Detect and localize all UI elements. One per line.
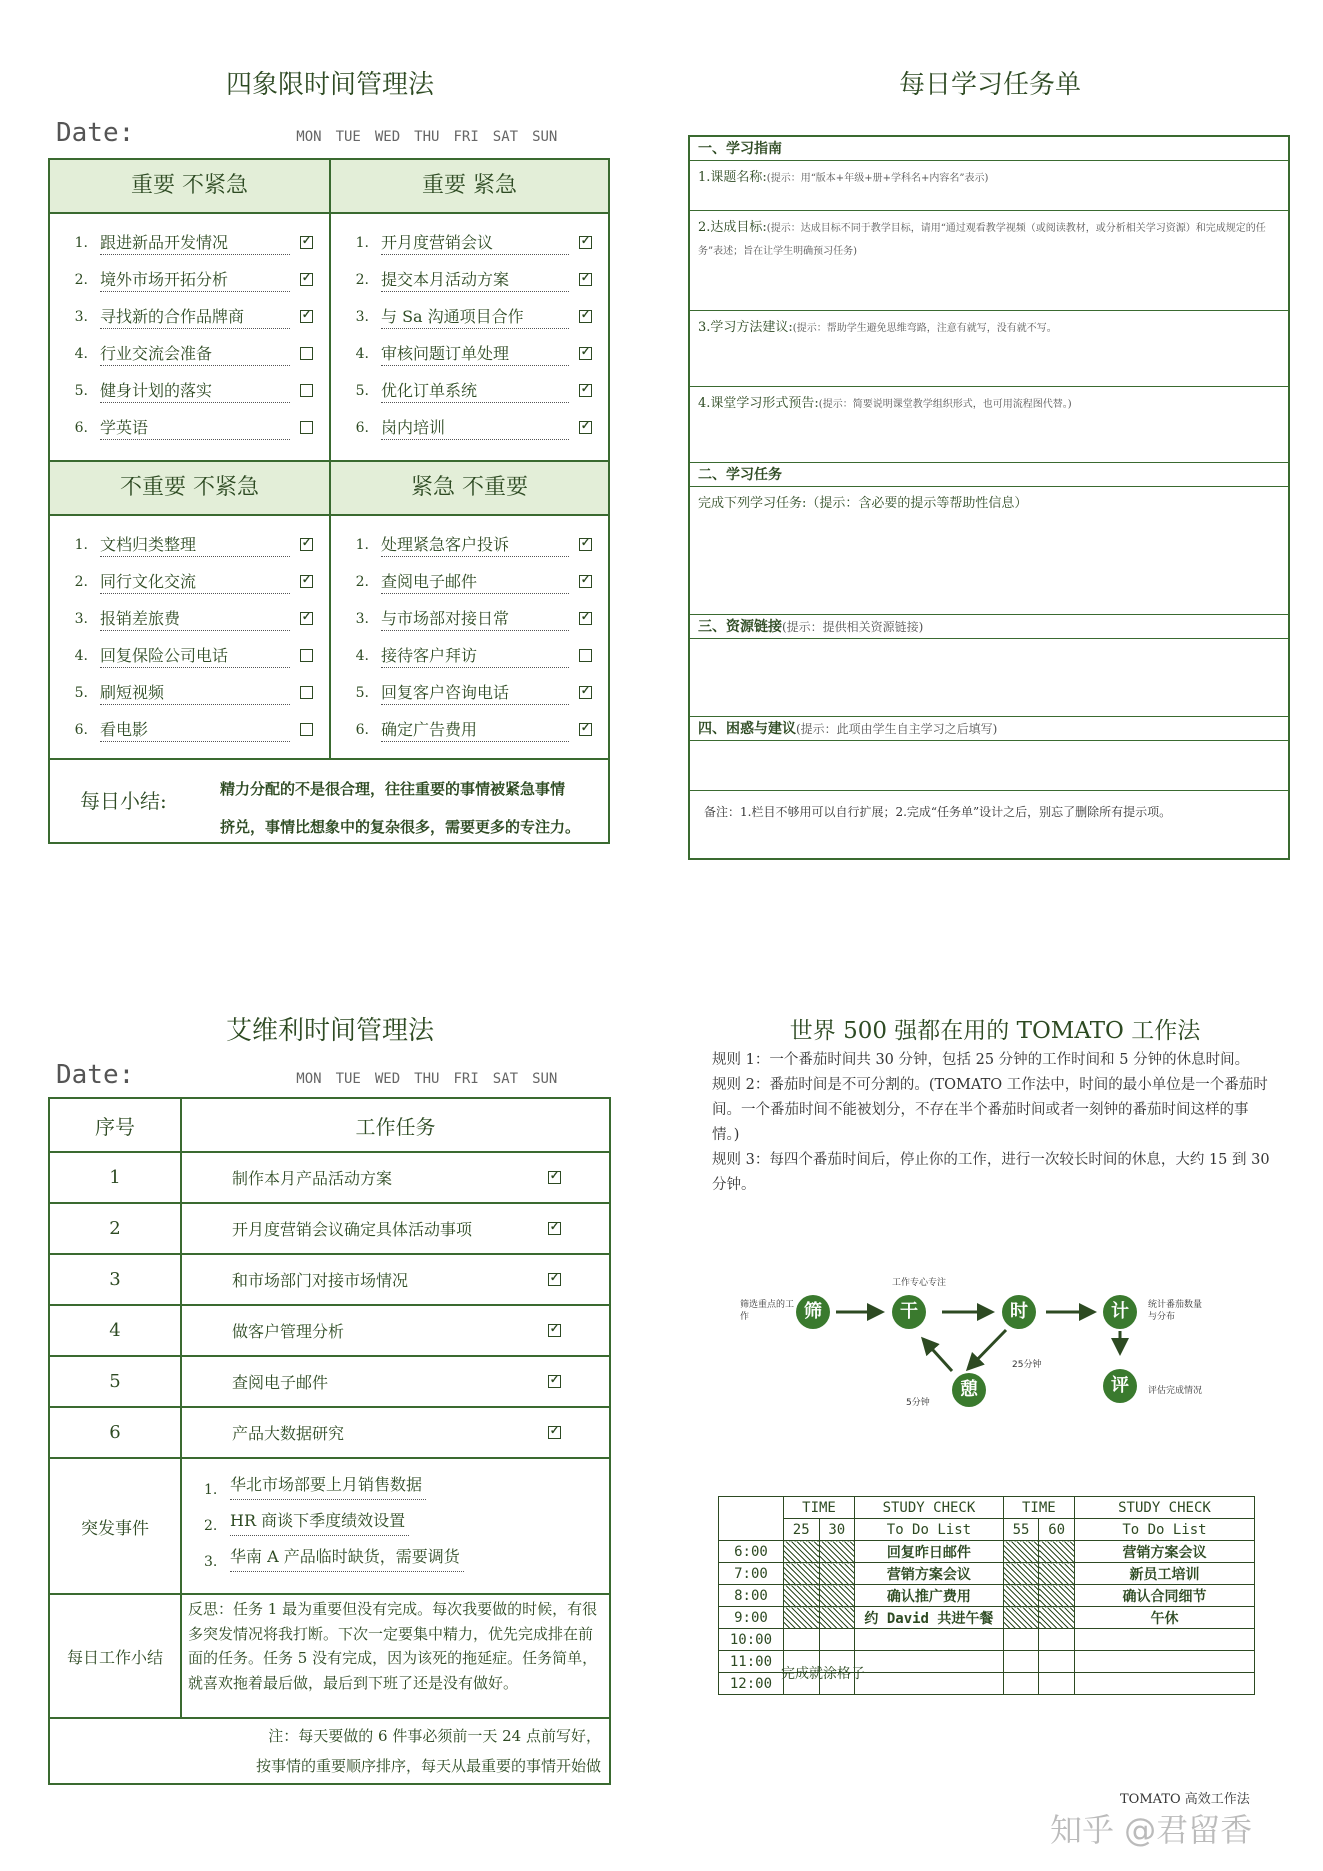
checkbox[interactable] <box>300 538 313 551</box>
task-item <box>341 409 592 446</box>
pomodoro-cell[interactable] <box>783 1563 819 1585</box>
todo-cell[interactable]: 午休 <box>1074 1607 1254 1629</box>
time-row <box>719 1541 1255 1563</box>
pomodoro-cell[interactable] <box>1003 1585 1039 1607</box>
item-number: 6. <box>355 419 369 436</box>
checkbox[interactable] <box>300 384 313 397</box>
quad-head: 重要 不紧急 <box>50 160 329 214</box>
tomato-flow <box>730 1265 1250 1415</box>
study-note: 备注：1.栏目不够用可以自行扩展；2.完成“任务单”设计之后，别忘了删除所有提示项。 <box>704 805 1172 819</box>
date-label: Date: <box>56 1060 135 1090</box>
tomato-footer: TOMATO 高效工作法 <box>1120 1792 1250 1807</box>
item-number: 1. <box>355 536 369 553</box>
checkbox[interactable] <box>548 1426 561 1439</box>
weekday[interactable]: THU <box>414 129 440 145</box>
quadrant-box <box>48 158 610 844</box>
flow-arrow <box>923 1339 952 1371</box>
row-task: 制作本月产品活动方案 ✓ <box>181 1152 610 1203</box>
pomodoro-cell[interactable] <box>1003 1607 1039 1629</box>
pomodoro-cell[interactable] <box>1039 1585 1075 1607</box>
weekday[interactable]: MON <box>296 129 322 145</box>
field-resources[interactable] <box>690 639 1288 717</box>
section-head: 一、学习指南 <box>690 137 1288 161</box>
quad-head: 紧急 不重要 <box>331 462 608 516</box>
row-task: 产品大数据研究 ✓ <box>181 1407 610 1458</box>
flow-node-filter: 筛 <box>796 1295 830 1329</box>
row-index: 5 <box>49 1356 181 1407</box>
task-item <box>60 637 313 674</box>
tomato-title: 世界 500 强都在用的 TOMATO 工作法 <box>789 1018 1201 1044</box>
checkbox[interactable] <box>548 1222 561 1235</box>
checkbox[interactable] <box>300 649 313 662</box>
flow-label: 工作专心专注 <box>892 1278 947 1288</box>
date-label: Date: <box>56 118 135 148</box>
field-tasks[interactable]: 完成下列学习任务:（提示：含必要的提示等帮助性信息） <box>690 487 1288 615</box>
weekday[interactable]: WED <box>374 1071 401 1087</box>
time-header: TIME <box>783 1497 854 1519</box>
item-number: 1. <box>355 234 369 251</box>
flow-label: 评估完成情况 <box>1148 1386 1203 1396</box>
checkbox[interactable] <box>300 686 313 699</box>
section-head: 二、学习任务 <box>690 463 1288 487</box>
checkbox[interactable] <box>579 686 592 699</box>
rule-1: 规则 1：一个番茄时间共 30 分钟，包括 25 分钟的工作时间和 5 分钟的休息时间。 <box>712 1052 1250 1068</box>
quad-important-urgent <box>331 160 608 446</box>
weekday-row <box>296 126 571 145</box>
todo-header: To Do List <box>855 1519 1004 1541</box>
item-number: 3. <box>74 610 88 627</box>
checkbox[interactable] <box>579 538 592 551</box>
pomodoro-cell[interactable] <box>819 1585 855 1607</box>
item-number: 4. <box>355 345 369 362</box>
item-number: 2. <box>355 573 369 590</box>
flow-node-rest: 憩 <box>952 1373 986 1407</box>
item-text: 寻找新的合作品牌商 <box>100 305 290 329</box>
task-item <box>60 526 313 563</box>
item-text: 行业交流会准备 <box>100 342 290 366</box>
pomodoro-cell[interactable] <box>1039 1629 1075 1651</box>
time-slot: 12:00 <box>719 1673 784 1695</box>
checkbox[interactable] <box>300 236 313 249</box>
item-text: 岗内培训 <box>381 416 569 440</box>
quadrant-title: 四象限时间管理法 <box>225 70 434 100</box>
time-slot: 6:00 <box>719 1541 784 1563</box>
table-row <box>49 1356 610 1407</box>
weekday[interactable]: THU <box>414 1071 440 1087</box>
task-item <box>341 335 592 372</box>
flow-node-time: 时 <box>1002 1295 1036 1329</box>
todo-cell[interactable]: 确认合同细节 <box>1074 1585 1254 1607</box>
flow-label: 统计番茄数量与分布 <box>1148 1300 1203 1322</box>
burst-list <box>181 1458 610 1594</box>
item-number: 6. <box>74 419 88 436</box>
pomodoro-cell[interactable] <box>1003 1541 1039 1563</box>
pomodoro-cell[interactable] <box>819 1541 855 1563</box>
todo-cell[interactable] <box>1074 1629 1254 1651</box>
weekday[interactable]: SAT <box>492 129 519 145</box>
time-slot: 7:00 <box>719 1563 784 1585</box>
item-text: 处理紧急客户投诉 <box>381 533 569 557</box>
task-item <box>341 224 592 261</box>
todo-cell[interactable] <box>1074 1673 1254 1695</box>
section-head: 三、资源链接(提示：提供相关资源链接) <box>690 615 1288 639</box>
time-row <box>719 1607 1255 1629</box>
task-item <box>60 224 313 261</box>
field-class-format[interactable]: 4.课堂学习形式预告:(提示：简要说明课堂教学组织形式，也可用流程图代替。) <box>690 387 1288 463</box>
task-item <box>60 563 313 600</box>
item-text: 报销差旅费 <box>100 607 290 631</box>
time-row <box>719 1563 1255 1585</box>
flow-arrow <box>968 1330 1006 1369</box>
item-text: 看电影 <box>100 718 290 742</box>
pomodoro-cell[interactable] <box>1039 1651 1075 1673</box>
row-index: 6 <box>49 1407 181 1458</box>
item-number: 5. <box>355 684 369 701</box>
pomodoro-cell[interactable] <box>783 1607 819 1629</box>
checkbox[interactable] <box>579 723 592 736</box>
quad-important-not-urgent <box>50 160 329 446</box>
table-row <box>49 1152 610 1203</box>
field-course-name[interactable]: 1.课题名称:(提示：用“版本+年级+册+学科名+内容名”表示) <box>690 161 1288 211</box>
todo-cell[interactable]: 回复昨日邮件 <box>855 1541 1004 1563</box>
todo-cell[interactable]: 确认推广费用 <box>855 1585 1004 1607</box>
row-index: 1 <box>49 1152 181 1203</box>
pomodoro-cell[interactable] <box>1039 1673 1075 1695</box>
weekday[interactable]: FRI <box>453 129 479 145</box>
table-row <box>49 1203 610 1254</box>
flow-node-review: 评 <box>1103 1369 1137 1403</box>
burst-item: 1. 华北市场部要上月销售数据 <box>204 1472 609 1508</box>
item-text: 开月度营销会议 <box>381 231 569 255</box>
flow-node-work: 干 <box>892 1295 926 1329</box>
item-text: 跟进新品开发情况 <box>100 231 290 255</box>
item-text: 回复客户咨询电话 <box>381 681 569 705</box>
study-title: 每日学习任务单 <box>898 70 1081 100</box>
row-task: 开月度营销会议确定具体活动事项 ✓ <box>181 1203 610 1254</box>
item-text: 境外市场开拓分析 <box>100 268 290 292</box>
row-index: 2 <box>49 1203 181 1254</box>
weekday[interactable]: FRI <box>453 1071 479 1087</box>
item-text: 接待客户拜访 <box>381 644 569 668</box>
weekday[interactable]: WED <box>374 129 401 145</box>
row-task: 和市场部门对接市场情况 ✓ <box>181 1254 610 1305</box>
item-number: 3. <box>74 308 88 325</box>
item-text: 审核问题订单处理 <box>381 342 569 366</box>
pomodoro-cell[interactable] <box>1003 1629 1039 1651</box>
checkbox[interactable] <box>300 273 313 286</box>
task-item <box>341 261 592 298</box>
item-number: 2. <box>74 573 88 590</box>
weekday[interactable]: TUE <box>335 1071 361 1087</box>
quadrant-date-row <box>56 118 616 148</box>
task-item <box>60 372 313 409</box>
pomodoro-cell[interactable] <box>783 1541 819 1563</box>
weekday[interactable]: SUN <box>532 1071 558 1087</box>
item-number: 2. <box>74 271 88 288</box>
flow-node-count: 计 <box>1103 1295 1137 1329</box>
task-item <box>60 600 313 637</box>
quad-not-important-not-urgent <box>50 462 329 748</box>
task-item <box>60 261 313 298</box>
item-text: 确定广告费用 <box>381 718 569 742</box>
item-number: 5. <box>74 382 88 399</box>
task-item <box>341 298 592 335</box>
item-number: 2. <box>355 271 369 288</box>
checkbox[interactable] <box>548 1273 561 1286</box>
minute-30: 30 <box>819 1519 855 1541</box>
item-number: 5. <box>74 684 88 701</box>
row-index: 3 <box>49 1254 181 1305</box>
col-header-index: 序号 <box>49 1098 181 1152</box>
time-slot: 8:00 <box>719 1585 784 1607</box>
checkbox[interactable] <box>548 1324 561 1337</box>
pomodoro-cell[interactable] <box>1039 1607 1075 1629</box>
pomodoro-cell[interactable] <box>1039 1541 1075 1563</box>
quad-urgent-not-important <box>331 462 608 748</box>
rule-2: 规则 2：番茄时间是不可分割的。(TOMATO 工作法中，时间的最小单位是一个番茄时间。一个番茄时间不能被划分，不存在半个番茄时间或者一刻钟的番茄时间这样的事情。) <box>712 1077 1268 1143</box>
ivy-date-row <box>56 1060 616 1090</box>
task-item <box>60 298 313 335</box>
pomodoro-cell[interactable] <box>819 1629 855 1651</box>
time-row <box>719 1585 1255 1607</box>
time-row <box>719 1629 1255 1651</box>
study-sheet <box>688 135 1290 860</box>
item-number: 1. <box>74 536 88 553</box>
weekday[interactable]: TUE <box>335 129 361 145</box>
quad-head: 重要 紧急 <box>331 160 608 214</box>
pomodoro-cell[interactable] <box>1039 1563 1075 1585</box>
checkbox[interactable] <box>579 384 592 397</box>
pomodoro-cell[interactable] <box>783 1629 819 1651</box>
checkbox[interactable] <box>579 575 592 588</box>
ivy-note: 注：每天要做的 6 件事必须前一天 24 点前写好， 按事情的重要顺序排序，每天从最重要的事情开始做 <box>49 1718 610 1784</box>
weekday[interactable]: MON <box>296 1071 322 1087</box>
table-row <box>49 1305 610 1356</box>
row-index: 4 <box>49 1305 181 1356</box>
watermark: 知乎 @君留香 <box>1050 1811 1253 1849</box>
section-head: 四、困惑与建议(提示：此项由学生自主学习之后填写) <box>690 717 1288 741</box>
task-item <box>60 409 313 446</box>
ivy-table <box>48 1097 611 1785</box>
checkbox[interactable] <box>579 421 592 434</box>
todo-cell[interactable] <box>855 1673 1004 1695</box>
checkbox[interactable] <box>548 1171 561 1184</box>
todo-cell[interactable]: 营销方案会议 <box>1074 1541 1254 1563</box>
task-item <box>60 711 313 748</box>
todo-cell[interactable] <box>855 1629 1004 1651</box>
pomodoro-cell[interactable] <box>819 1563 855 1585</box>
checkbox[interactable] <box>300 612 313 625</box>
task-item <box>341 637 592 674</box>
checkbox[interactable] <box>579 649 592 662</box>
table-row <box>49 1407 610 1458</box>
table-row <box>49 1254 610 1305</box>
item-text: 回复保险公司电话 <box>100 644 290 668</box>
flow-label: 25分钟 <box>1012 1360 1042 1370</box>
task-item <box>341 372 592 409</box>
todo-cell[interactable] <box>855 1651 1004 1673</box>
item-number: 6. <box>355 721 369 738</box>
item-number: 3. <box>355 610 369 627</box>
field-goal[interactable]: 2.达成目标:(提示：达成目标不同于教学目标，请用“通过观看教学视频（或阅读教材，或分析相关学习资源）和完成规定的任务”表述；旨在让学生明确预习任务) <box>690 211 1288 311</box>
task-item <box>341 526 592 563</box>
item-number: 5. <box>355 382 369 399</box>
rule-3: 规则 3：每四个番茄时间后，停止你的工作，进行一次较长时间的休息，大约 15 到 30 分钟。 <box>712 1152 1270 1193</box>
todo-cell[interactable]: 营销方案会议 <box>855 1563 1004 1585</box>
burst-item: 3. 华南 A 产品临时缺货，需要调货 <box>204 1544 609 1580</box>
minute-25: 25 <box>783 1519 819 1541</box>
weekday[interactable]: SAT <box>492 1071 519 1087</box>
tomato-rules <box>712 1048 1272 1198</box>
task-item <box>341 600 592 637</box>
item-text: 优化订单系统 <box>381 379 569 403</box>
pomodoro-cell[interactable] <box>819 1607 855 1629</box>
checkbox[interactable] <box>300 575 313 588</box>
checkbox[interactable] <box>579 347 592 360</box>
item-number: 6. <box>74 721 88 738</box>
field-method[interactable]: 3.学习方法建议:(提示：帮助学生避免思维弯路，注意有就写，没有就不写。 <box>690 311 1288 387</box>
flow-label: 筛选重点的工作 <box>740 1300 795 1322</box>
field-feedback[interactable] <box>690 741 1288 791</box>
daily-summary-text: 精力分配的不是很合理，往往重要的事情被紧急事情 挤兑，事情比想象中的复杂很多，需要更多的专注力。 <box>220 780 581 836</box>
weekday[interactable]: SUN <box>532 129 558 145</box>
item-text: 刷短视频 <box>100 681 290 705</box>
checkbox[interactable] <box>579 236 592 249</box>
item-text: 健身计划的落实 <box>100 379 290 403</box>
pomodoro-cell[interactable] <box>1003 1563 1039 1585</box>
row-task: 做客户管理分析 ✓ <box>181 1305 610 1356</box>
item-text: 与市场部对接日常 <box>381 607 569 631</box>
summary-label: 每日工作小结 <box>49 1594 181 1718</box>
item-number: 3. <box>355 308 369 325</box>
todo-cell[interactable]: 约 David 共进午餐 <box>855 1607 1004 1629</box>
item-text: 文档归类整理 <box>100 533 290 557</box>
item-text: 查阅电子邮件 <box>381 570 569 594</box>
checkbox[interactable] <box>579 612 592 625</box>
checkbox[interactable] <box>300 347 313 360</box>
todo-cell[interactable]: 新员工培训 <box>1074 1563 1254 1585</box>
item-text: 与 Sa 沟通项目合作 <box>381 305 569 329</box>
pomodoro-cell[interactable] <box>1003 1673 1039 1695</box>
checkbox[interactable] <box>548 1375 561 1388</box>
weekday-row <box>296 1068 571 1087</box>
time-slot: 10:00 <box>719 1629 784 1651</box>
time-slot: 9:00 <box>719 1607 784 1629</box>
task-item <box>341 711 592 748</box>
burst-item: 2. HR 商谈下季度绩效设置 <box>204 1508 609 1544</box>
item-number: 4. <box>74 647 88 664</box>
study-check-header: STUDY CHECK <box>1074 1497 1254 1519</box>
task-item <box>341 674 592 711</box>
summary-text: 反思：任务 1 最为重要但没有完成。每次我要做的时候，有很多突发情况将我打断。下次一定要集中精力，优先完成排在前面的任务。任务 5 没有完成，因为该死的拖延症。任务简单，就喜欢拖着最后做，最后到下班了还是没有做好。 <box>181 1594 610 1718</box>
minute-55: 55 <box>1003 1519 1039 1541</box>
item-number: 4. <box>74 345 88 362</box>
task-item <box>60 674 313 711</box>
row-task: 查阅电子邮件 ✓ <box>181 1356 610 1407</box>
pomodoro-cell[interactable] <box>1003 1651 1039 1673</box>
minute-60: 60 <box>1039 1519 1075 1541</box>
item-number: 1. <box>74 234 88 251</box>
item-text: 提交本月活动方案 <box>381 268 569 292</box>
item-text: 学英语 <box>100 416 290 440</box>
todo-cell[interactable] <box>1074 1651 1254 1673</box>
ivy-title: 艾维利时间管理法 <box>225 1016 434 1046</box>
time-header: TIME <box>1003 1497 1074 1519</box>
col-header-task: 工作任务 <box>181 1098 610 1152</box>
todo-header: To Do List <box>1074 1519 1254 1541</box>
item-text: 同行文化交流 <box>100 570 290 594</box>
checkbox[interactable] <box>579 273 592 286</box>
checkbox[interactable] <box>579 310 592 323</box>
checkbox[interactable] <box>300 723 313 736</box>
fill-note: 完成就涂格子 <box>781 1666 865 1682</box>
flow-label: 5分钟 <box>906 1398 930 1408</box>
study-check-header: STUDY CHECK <box>855 1497 1004 1519</box>
task-item <box>60 335 313 372</box>
pomodoro-cell[interactable] <box>783 1585 819 1607</box>
checkbox[interactable] <box>300 421 313 434</box>
quad-head: 不重要 不紧急 <box>50 462 329 516</box>
daily-summary-label: 每日小结: <box>80 789 167 813</box>
item-number: 4. <box>355 647 369 664</box>
checkbox[interactable] <box>300 310 313 323</box>
burst-label: 突发事件 <box>49 1458 181 1594</box>
task-item <box>341 563 592 600</box>
time-slot: 11:00 <box>719 1651 784 1673</box>
